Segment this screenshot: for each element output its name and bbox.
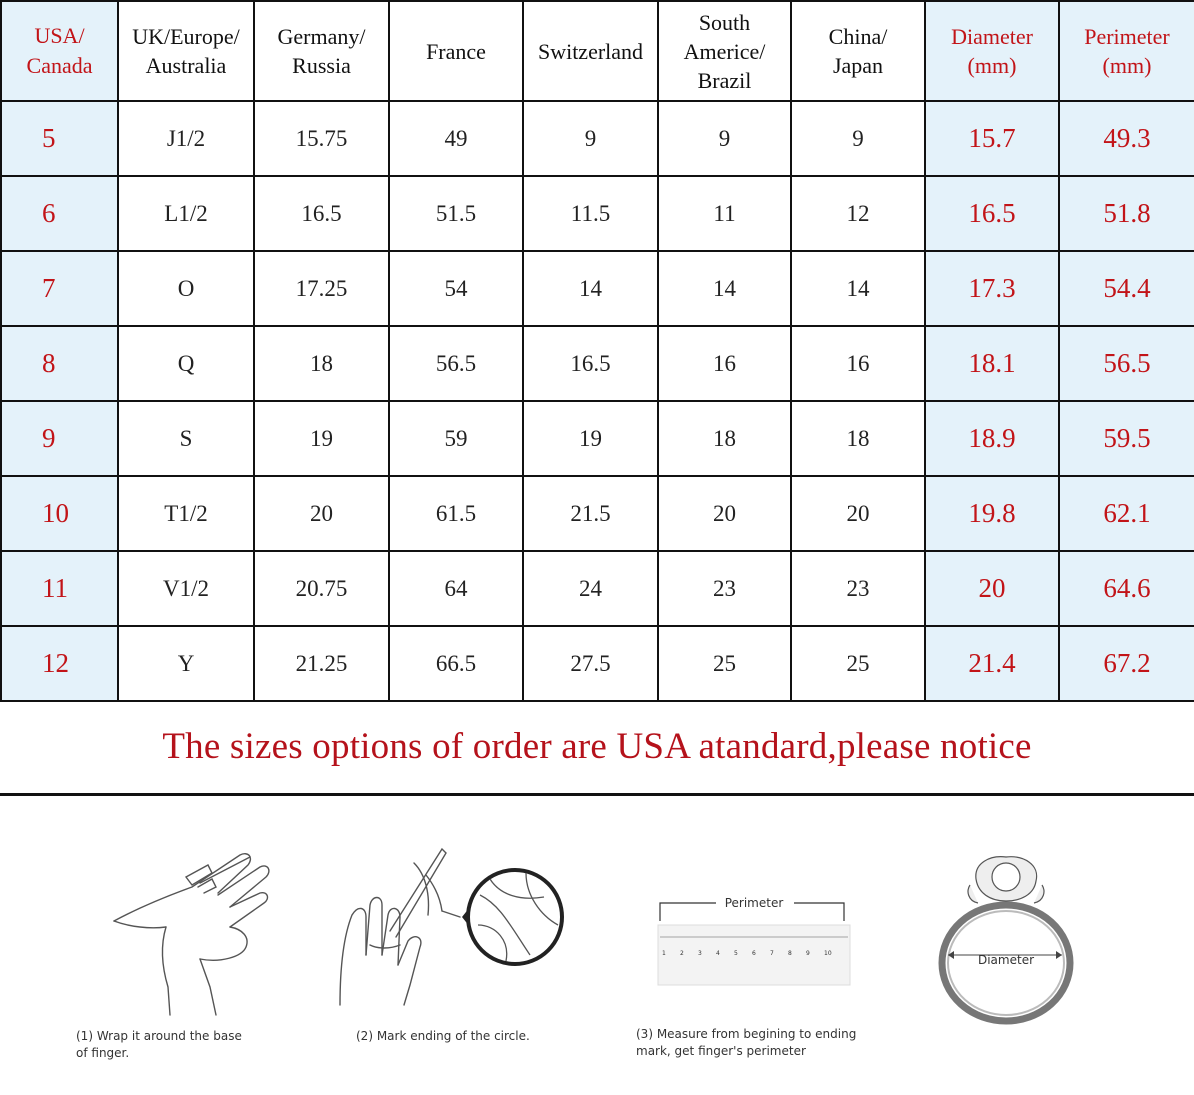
- ring-diameter-label: Diameter: [977, 953, 1035, 967]
- svg-text:7: 7: [770, 950, 774, 957]
- header-row: [1, 1, 1194, 101]
- cell-usa-canada: 12: [1, 626, 118, 701]
- cell-china-japan: 23: [791, 551, 925, 626]
- cell-usa-canada: 9: [1, 401, 118, 476]
- cell-switzerland: 27.5: [523, 626, 658, 701]
- cell-south-america-brazil: 11: [658, 176, 791, 251]
- step-2-illustration: [330, 845, 570, 1010]
- header-south-america-brazil: South Americe/ Brazil: [658, 1, 791, 101]
- cell-germany-russia: 16.5: [254, 176, 389, 251]
- header-perimeter: Perimeter (mm): [1059, 1, 1194, 101]
- table-row: [1, 326, 1194, 401]
- cell-france: 56.5: [389, 326, 523, 401]
- cell-south-america-brazil: 16: [658, 326, 791, 401]
- svg-text:4: 4: [716, 950, 720, 957]
- cell-france: 54: [389, 251, 523, 326]
- cell-uk-europe-australia: T1/2: [118, 476, 254, 551]
- table-row: [1, 626, 1194, 701]
- header-switzerland: Switzerland: [523, 1, 658, 101]
- cell-south-america-brazil: 25: [658, 626, 791, 701]
- svg-text:2: 2: [680, 950, 684, 957]
- header-usa-canada: USA/ Canada: [1, 1, 118, 101]
- table-row: [1, 401, 1194, 476]
- cell-south-america-brazil: 18: [658, 401, 791, 476]
- header-france: France: [389, 1, 523, 101]
- step-1-caption: (1) Wrap it around the base of finger.: [76, 1029, 242, 1060]
- cell-switzerland: 24: [523, 551, 658, 626]
- cell-china-japan: 12: [791, 176, 925, 251]
- cell-france: 59: [389, 401, 523, 476]
- svg-text:8: 8: [788, 950, 792, 957]
- table-row: [1, 551, 1194, 626]
- header-uk-europe-australia: UK/Europe/ Australia: [118, 1, 254, 101]
- cell-uk-europe-australia: V1/2: [118, 551, 254, 626]
- step-3-caption: (3) Measure from begining to ending mark, get finger's perimeter: [636, 1027, 857, 1058]
- cell-china-japan: 20: [791, 476, 925, 551]
- cell-germany-russia: 15.75: [254, 101, 389, 176]
- table-row: [1, 176, 1194, 251]
- header-china-japan: China/ Japan: [791, 1, 925, 101]
- cell-germany-russia: 19: [254, 401, 389, 476]
- cell-diameter: 15.7: [925, 101, 1059, 176]
- cell-uk-europe-australia: Q: [118, 326, 254, 401]
- cell-perimeter: 62.1: [1059, 476, 1194, 551]
- cell-germany-russia: 20.75: [254, 551, 389, 626]
- cell-usa-canada: 6: [1, 176, 118, 251]
- cell-switzerland: 11.5: [523, 176, 658, 251]
- cell-switzerland: 16.5: [523, 326, 658, 401]
- cell-south-america-brazil: 20: [658, 476, 791, 551]
- cell-perimeter: 51.8: [1059, 176, 1194, 251]
- cell-germany-russia: 21.25: [254, 626, 389, 701]
- cell-china-japan: 14: [791, 251, 925, 326]
- cell-diameter: 18.1: [925, 326, 1059, 401]
- cell-switzerland: 19: [523, 401, 658, 476]
- step-2-caption: (2) Mark ending of the circle.: [356, 1029, 530, 1043]
- cell-china-japan: 25: [791, 626, 925, 701]
- svg-text:1: 1: [662, 950, 666, 957]
- hand-wrap-icon: [100, 837, 290, 1017]
- ruler-icon: [654, 893, 854, 991]
- cell-uk-europe-australia: S: [118, 401, 254, 476]
- cell-perimeter: 56.5: [1059, 326, 1194, 401]
- cell-usa-canada: 5: [1, 101, 118, 176]
- cell-uk-europe-australia: Y: [118, 626, 254, 701]
- cell-diameter: 21.4: [925, 626, 1059, 701]
- cell-uk-europe-australia: L1/2: [118, 176, 254, 251]
- cell-china-japan: 18: [791, 401, 925, 476]
- cell-south-america-brazil: 14: [658, 251, 791, 326]
- usa-standard-notice: The sizes options of order are USA atandard,please notice: [0, 700, 1194, 796]
- cell-switzerland: 14: [523, 251, 658, 326]
- cell-uk-europe-australia: J1/2: [118, 101, 254, 176]
- ring-icon: [930, 851, 1090, 1031]
- hand-mark-icon: [330, 845, 570, 1010]
- cell-china-japan: 9: [791, 101, 925, 176]
- cell-switzerland: 21.5: [523, 476, 658, 551]
- step-1-illustration: [100, 837, 290, 1017]
- svg-text:9: 9: [806, 950, 810, 957]
- svg-text:5: 5: [734, 950, 738, 957]
- measuring-instructions: [0, 797, 1194, 1095]
- cell-diameter: 20: [925, 551, 1059, 626]
- cell-france: 49: [389, 101, 523, 176]
- cell-france: 64: [389, 551, 523, 626]
- header-diameter: Diameter (mm): [925, 1, 1059, 101]
- cell-diameter: 18.9: [925, 401, 1059, 476]
- svg-text:3: 3: [698, 950, 702, 957]
- ruler-label: Perimeter: [724, 896, 784, 910]
- cell-perimeter: 54.4: [1059, 251, 1194, 326]
- cell-perimeter: 67.2: [1059, 626, 1194, 701]
- cell-perimeter: 59.5: [1059, 401, 1194, 476]
- step-3-illustration: [654, 893, 854, 991]
- cell-diameter: 17.3: [925, 251, 1059, 326]
- cell-germany-russia: 20: [254, 476, 389, 551]
- table-row: [1, 101, 1194, 176]
- table-row: [1, 251, 1194, 326]
- cell-perimeter: 49.3: [1059, 101, 1194, 176]
- cell-usa-canada: 11: [1, 551, 118, 626]
- cell-germany-russia: 18: [254, 326, 389, 401]
- cell-switzerland: 9: [523, 101, 658, 176]
- header-germany-russia: Germany/ Russia: [254, 1, 389, 101]
- cell-china-japan: 16: [791, 326, 925, 401]
- cell-usa-canada: 7: [1, 251, 118, 326]
- cell-usa-canada: 10: [1, 476, 118, 551]
- cell-south-america-brazil: 9: [658, 101, 791, 176]
- svg-text:10: 10: [824, 950, 832, 957]
- cell-diameter: 16.5: [925, 176, 1059, 251]
- cell-perimeter: 64.6: [1059, 551, 1194, 626]
- cell-france: 66.5: [389, 626, 523, 701]
- cell-france: 61.5: [389, 476, 523, 551]
- svg-text:6: 6: [752, 950, 756, 957]
- step-4-illustration: [930, 851, 1090, 1031]
- cell-uk-europe-australia: O: [118, 251, 254, 326]
- cell-south-america-brazil: 23: [658, 551, 791, 626]
- cell-diameter: 19.8: [925, 476, 1059, 551]
- cell-usa-canada: 8: [1, 326, 118, 401]
- cell-france: 51.5: [389, 176, 523, 251]
- table-row: [1, 476, 1194, 551]
- cell-germany-russia: 17.25: [254, 251, 389, 326]
